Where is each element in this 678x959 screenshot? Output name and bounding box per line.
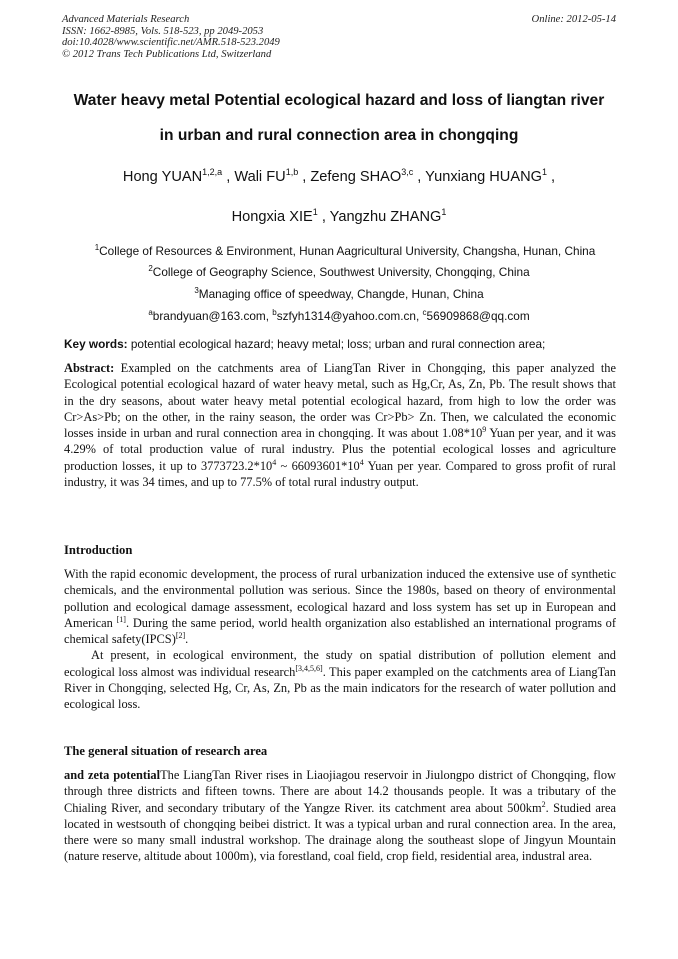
introduction-body bbox=[64, 566, 616, 713]
exponent: 2 bbox=[541, 799, 546, 809]
paragraph-text: At present, in ecological environment, the study on spatial distribution of pollution element and ecological loss almost was individual research bbox=[64, 648, 616, 679]
paragraph-text: . This paper exampled on the catchments area of LiangTan River in Chongqing, selected Hg, Cr, As, Zn, Pb as the main indicators for the research of water pollution and ecological loss. bbox=[64, 664, 616, 712]
intro-paragraph-1 bbox=[64, 566, 616, 647]
affiliation-mark: 3 bbox=[194, 286, 199, 295]
author-separator: , bbox=[317, 209, 330, 225]
abstract-text: Yuan per year, and it was 4.29% of total production value of rural industry. Plus the potential ecological losses and agriculture production losses, it up to 3773723.2*10 bbox=[64, 426, 616, 473]
copyright-line: © 2012 Trans Tech Publications Ltd, Switzerland bbox=[62, 48, 272, 60]
author-name: Hong YUAN bbox=[122, 169, 203, 185]
paragraph-text: . bbox=[185, 632, 189, 647]
issn-line: ISSN: 1662-8985, Vols. 518-523, pp 2049-2053 bbox=[62, 25, 264, 37]
section-heading-research-area: The general situation of research area bbox=[64, 744, 268, 758]
author-name: Zefeng SHAO bbox=[310, 169, 402, 185]
author-name: Yangzhu ZHANG bbox=[329, 209, 442, 225]
doi-line[interactable]: doi:10.4028/www.scientific.net/AMR.518-523.2049 bbox=[62, 37, 280, 48]
intro-paragraph-2 bbox=[64, 647, 616, 712]
paragraph-text: . During the same period, world health organization also established an international programs of chemical safety(IPCS) bbox=[64, 615, 617, 647]
author-separator: , bbox=[222, 169, 235, 185]
affiliation-text: College of Resources & Environment, Hunan Aagricultural University, Changsha, Hunan, China bbox=[99, 244, 596, 258]
research-area-body bbox=[64, 767, 616, 865]
keywords-label: Key words: bbox=[64, 337, 128, 351]
paper-title-line-2: in urban and rural connection area in chongqing bbox=[159, 127, 519, 144]
author-affiliation-mark: 1 bbox=[312, 207, 318, 217]
author-separator: , bbox=[546, 169, 556, 185]
author-name: Yunxiang HUANG bbox=[425, 169, 542, 185]
email-link[interactable]: brandyuan@163.com, bbox=[152, 309, 273, 323]
abstract-label: Abstract: bbox=[64, 361, 115, 375]
paragraph-text: With the rapid economic development, the process of rural urbanization induced the extensive use of synthetic chemicals, and the environmental pollution was serious. Since the 1980s, based on theory of environmental pollution and ecological damage assessment, ecological hazard and loss system has set up in European and American bbox=[64, 567, 616, 630]
author-name: Wali FU bbox=[234, 169, 286, 185]
affiliation-text: College of Geography Science, Southwest University, Chongqing, China bbox=[152, 265, 530, 279]
email-mark: c bbox=[422, 308, 427, 317]
author-affiliation-mark: 3,c bbox=[401, 167, 414, 177]
paragraph-lead: and zeta potential bbox=[64, 768, 161, 782]
author-name: Hongxia XIE bbox=[231, 209, 313, 225]
affiliation-text: Managing office of speedway, Changde, Hunan, China bbox=[198, 287, 484, 301]
abstract bbox=[64, 360, 616, 490]
author-affiliation-mark: 1 bbox=[541, 167, 547, 177]
author-separator: , bbox=[298, 169, 311, 185]
affiliation-mark: 2 bbox=[148, 264, 153, 273]
abstract-text: Exampled on the catchments area of LiangTan River in Chongqing, this paper analyzed the Ecological potential ecological hazard of water heavy metal, such as Hg,Cr, As, Zn, Pb. The result shows that in the dry seasons, about water heavy metal potential ecological hazard, from high to low the order was Cr>As>Pb; on the other, in the rainy season, the order was Cr>Pb> Zn. Then, we calculated the economic losses inside in urban and rural connection area in chongqing. It was about 1.08*10 bbox=[64, 361, 616, 441]
affiliation-2 bbox=[20, 265, 658, 279]
email-link[interactable]: 56909868@qq.com bbox=[426, 309, 530, 323]
author-emails bbox=[20, 309, 658, 323]
section-heading-introduction: Introduction bbox=[64, 543, 133, 557]
paragraph-text: The LiangTan River rises in Liaojiagou reservoir in Jiulongpo district of Chongqing, flow through three districts and fifteen towns. There are about 14.2 thousands people. It was a tributary of the Chialing River, and secondary tributary of the Yangze River. its catchment area about 500km bbox=[64, 768, 616, 815]
journal-name: Advanced Materials Research bbox=[62, 14, 190, 25]
keywords bbox=[64, 337, 620, 351]
email-mark: a bbox=[148, 308, 153, 317]
affiliation-mark: 1 bbox=[94, 243, 100, 252]
author-list-line-1 bbox=[20, 168, 658, 186]
journal-header bbox=[62, 14, 616, 60]
paper-title-line-1: Water heavy metal Potential ecological hazard and loss of liangtan river bbox=[73, 92, 605, 109]
email-mark: b bbox=[272, 308, 277, 317]
author-separator: , bbox=[413, 169, 426, 185]
affiliation-3 bbox=[20, 287, 658, 301]
citation[interactable]: [3,4,5,6] bbox=[295, 663, 323, 673]
author-list-line-2 bbox=[20, 208, 658, 226]
author-affiliation-mark: 1,b bbox=[285, 167, 299, 177]
research-area-paragraph bbox=[64, 767, 616, 865]
author-affiliation-mark: 1 bbox=[441, 207, 447, 217]
email-link[interactable]: szfyh1314@yahoo.com.cn, bbox=[276, 309, 423, 323]
online-date: Online: 2012-05-14 bbox=[531, 14, 616, 25]
abstract-paragraph bbox=[64, 360, 616, 490]
exponent: 9 bbox=[482, 425, 487, 435]
abstract-text: Yuan per year. Compared to gross profit of rural industry, it was 34 times, and up to 77.5% of total rural industry output. bbox=[64, 458, 616, 490]
citation[interactable]: [1] bbox=[116, 614, 126, 624]
affiliation-1 bbox=[26, 244, 664, 258]
exponent: 4 bbox=[359, 457, 364, 467]
exponent: 4 bbox=[272, 457, 277, 467]
citation[interactable]: [2] bbox=[175, 631, 186, 641]
keywords-text: potential ecological hazard; heavy metal; loss; urban and rural connection area; bbox=[127, 337, 546, 351]
abstract-text: ~ 66093601*10 bbox=[276, 458, 360, 473]
paragraph-text: . Studied area located in westsouth of chongqing beibei district. It was a typical urban and rural connection area. In the area, there were so many small industral workshop. The drainage along the southeast slope of Jingyun Mountain (nature reserve, altitude about 1000m), via forestland, coal field, crop field, residential area, industral area. bbox=[64, 800, 617, 864]
author-affiliation-mark: 1,2,a bbox=[202, 167, 223, 177]
